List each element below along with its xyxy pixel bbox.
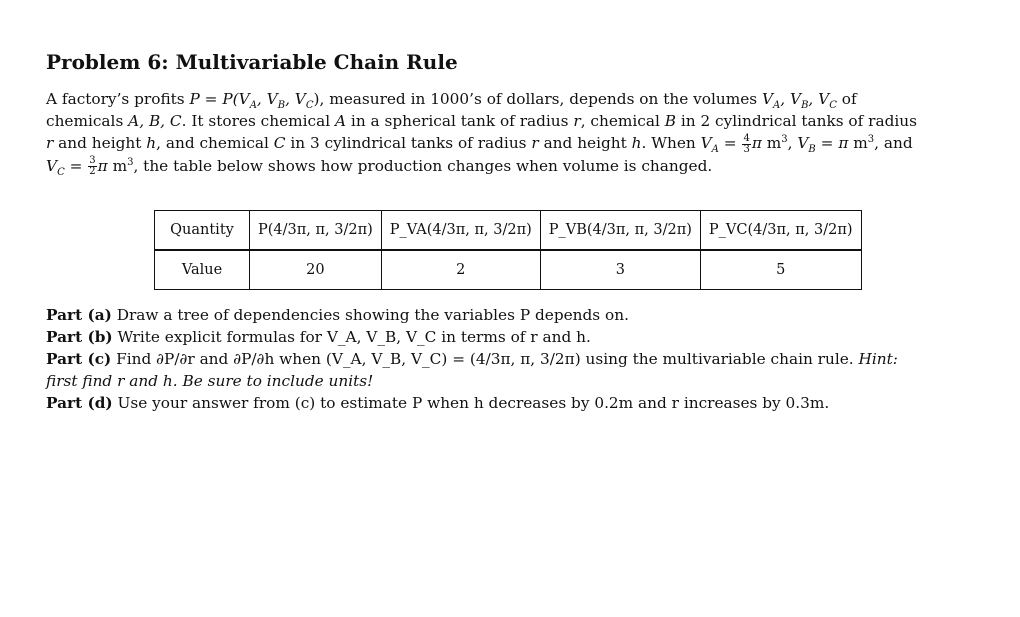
table-cell-pvb: 3	[540, 250, 700, 290]
table-header-pvc: P_VC(4/3π, π, 3/2π)	[700, 211, 861, 251]
table-cell-pva: 2	[381, 250, 540, 290]
table-header-pva: P_VA(4/3π, π, 3/2π)	[381, 211, 540, 251]
table-header-quantity: Quantity	[155, 211, 250, 251]
problem-parts	[46, 304, 926, 414]
problem-page	[46, 50, 926, 412]
table-header-row	[155, 211, 862, 251]
table-row	[155, 250, 862, 290]
table-cell-pvc: 5	[700, 250, 861, 290]
part-d: Part (d) Use your answer from (c) to estimate P when h decreases by 0.2m and r increases by 0.3m.	[46, 394, 830, 412]
production-table	[154, 210, 862, 290]
part-a: Part (a) Draw a tree of dependencies showing the variables P depends on.	[46, 306, 629, 324]
problem-title: Problem 6: Multivariable Chain Rule	[46, 50, 458, 74]
table-header-pvb: P_VB(4/3π, π, 3/2π)	[540, 211, 700, 251]
part-c: Part (c) Find ∂P/∂r and ∂P/∂h when (V_A, V_B, V_C) = (4/3π, π, 3/2π) using the multivariable chain rule. Hint: first find r and h. Be sure to include units!	[46, 350, 898, 390]
part-c-hint: Hint: first find r and h. Be sure to include units!	[46, 350, 898, 390]
table-row-label: Value	[155, 250, 250, 290]
part-b: Part (b) Write explicit formulas for V_A, V_B, V_C in terms of r and h.	[46, 328, 591, 346]
problem-intro: A factory’s profits $P = P(V_A$, $V_B$, $V_C$), measured in 1000’s of dollars, depends on the volumes $V_A$, $V_B$, $V_C$ of chemicals A, B, C. It stores chemical A in a spherical tank of radius r, chemical B in 2 cylindrical tanks of radius r and height h, and chemical C in 3 cylindrical tanks of radius r and height h. When $V_A$ = $\frac{4}{3}$ π $m^3$, $V_B = \pi$ $m^3$, and $V_C$ = $\frac{3}{2}$ π $m^3$, the table below shows how production changes when volume is changed.	[46, 90, 917, 178]
table-header-p: P(4/3π, π, 3/2π)	[250, 211, 382, 251]
table-cell-p: 20	[250, 250, 382, 290]
